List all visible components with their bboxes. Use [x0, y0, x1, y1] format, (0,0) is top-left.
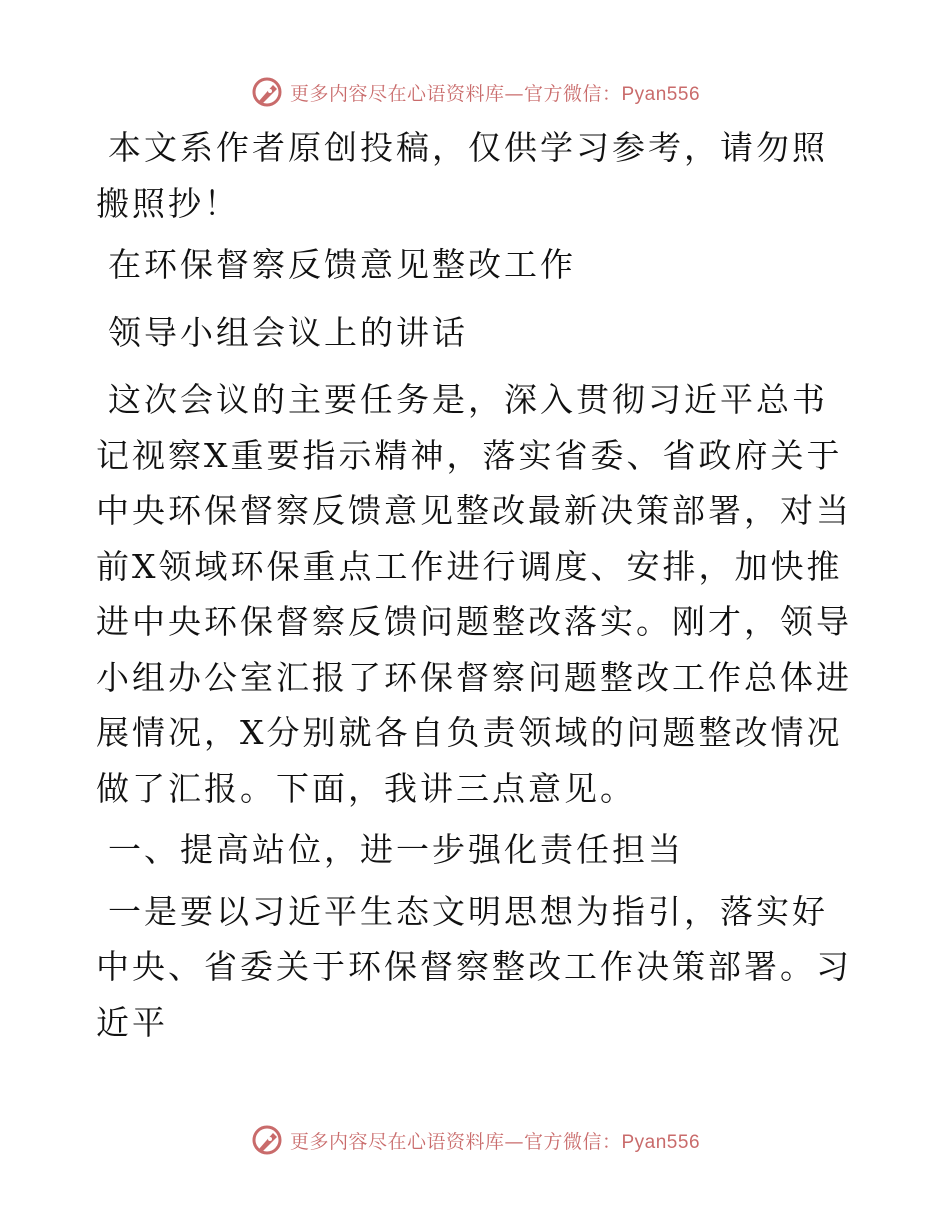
pen-nib-circle-icon [250, 75, 284, 109]
watermark-text: 更多内容尽在心语资料库—官方微信：Pyan556 [289, 82, 701, 105]
document-body [96, 120, 856, 1056]
disclaimer-paragraph: 本文系作者原创投稿，仅供学习参考，请勿照搬照抄！ [96, 128, 828, 223]
speech-title-line-2: 领导小组会议上的讲话 [108, 312, 468, 352]
body-paragraph: 一是要以习近平生态文明思想为指引，落实好中央、省委关于环保督察整改工作决策部署。习近平 [96, 891, 852, 1042]
pen-nib-circle-icon [250, 1123, 284, 1157]
speech-title-line-1: 在环保督察反馈意见整改工作 [108, 245, 576, 284]
watermark-text: 更多内容尽在心语资料库—官方微信：Pyan556 [289, 1130, 701, 1153]
intro-paragraph: 这次会议的主要任务是，深入贯彻习近平总书记视察X重要指示精神，落实省委、省政府关于中央环保督察反馈意见整改最新决策部署，对当前X领域环保重点工作进行调度、安排，加快推进中央环保督察反馈问题整改落实。刚才，领导小组办公室汇报了环保督察问题整改工作总体进展情况，X分别就各自负责领域的问题整改情况做了汇报。下面，我讲三点意见。 [96, 380, 852, 808]
footer-watermark [0, 1120, 950, 1160]
watermark-wechat-id: Pyan556 [621, 1131, 701, 1153]
header-watermark [0, 72, 950, 112]
section-heading-1: 一、提高站位，进一步强化责任担当 [108, 830, 684, 869]
watermark-wechat-id: Pyan556 [621, 83, 701, 105]
